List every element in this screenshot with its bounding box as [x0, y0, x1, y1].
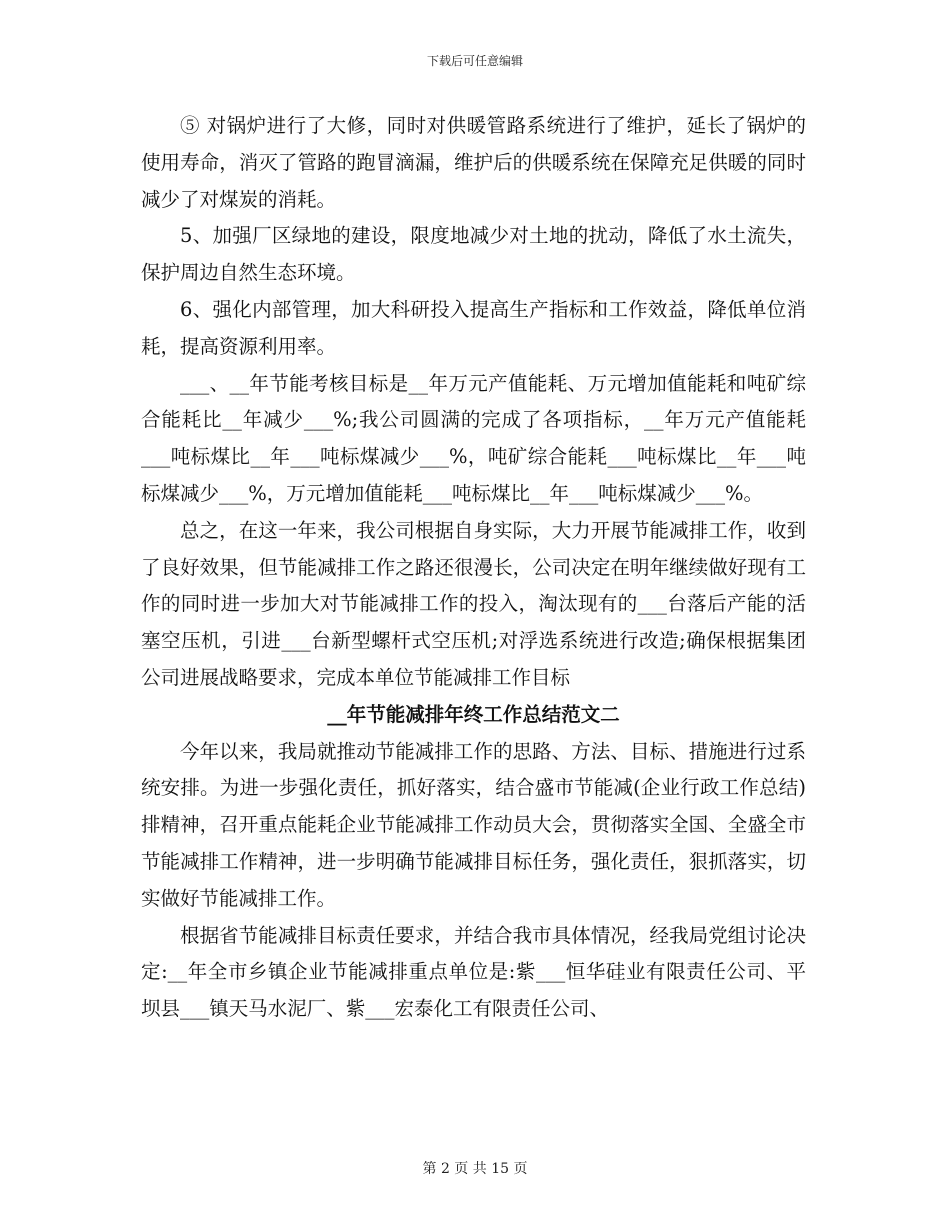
paragraph: ___、__年节能考核目标是__年万元产值能耗、万元增加值能耗和吨矿综合能耗比__年减少___%;我公司圆满的完成了各项指标，__年万元产值能耗___吨标煤比__年___吨标煤减少___%，吨矿综合能耗___吨标煤比__年___吨标煤减少___%，万元增加值能耗___吨标煤比__年___吨标煤减少___%。 [141, 371, 806, 505]
paragraph: 5、加强厂区绿地的建设，限度地减少对土地的扰动，降低了水土流失，保护周边自然生态环境。 [141, 224, 806, 285]
paragraph: 今年以来，我局就推动节能减排工作的思路、方法、目标、措施进行过系统安排。为进一步强化责任，抓好落实，结合盛市节能减(企业行政工作总结)排精神，召开重点能耗企业节能减排工作动员大会，贯彻落实全国、全盛全市节能减排工作精神，进一步明确节能减排目标任务，强化责任，狠抓落实，切实做好节能减排工作。 [141, 739, 806, 910]
document-body [141, 108, 806, 1028]
section-title: __年节能减排年终工作总结范文二 [327, 702, 620, 726]
paragraph: 根据省节能减排目标责任要求，并结合我市具体情况，经我局党组讨论决定:__年全市乡镇企业节能减排重点单位是:紫___恒华硅业有限责任公司、平坝县___镇天马水泥厂、紫___宏泰化工有限责任公司、 [141, 923, 806, 1021]
page-header: 下载后可任意编辑 [426, 54, 523, 68]
paragraph: 6、强化内部管理，加大科研投入提高生产指标和工作效益，降低单位消耗，提高资源利用率。 [141, 297, 806, 358]
paragraph: ⑤ 对锅炉进行了大修，同时对供暖管路系统进行了维护，延长了锅炉的使用寿命，消灭了管路的跑冒滴漏，维护后的供暖系统在保障充足供暖的同时减少了对煤炭的消耗。 [141, 114, 806, 211]
page-footer: 第 2 页 共 15 页 [422, 1161, 528, 1177]
paragraph: 总之，在这一年来，我公司根据自身实际，大力开展节能减排工作，收到了良好效果，但节能减排工作之路还很漫长，公司决定在明年继续做好现有工作的同时进一步加大对节能减排工作的投入，淘汰现有的___台落后产能的活塞空压机，引进___台新型螺杆式空压机;对浮选系统进行改造;确保根据集团公司进展战略要求，完成本单位节能减排工作目标 [141, 518, 806, 689]
